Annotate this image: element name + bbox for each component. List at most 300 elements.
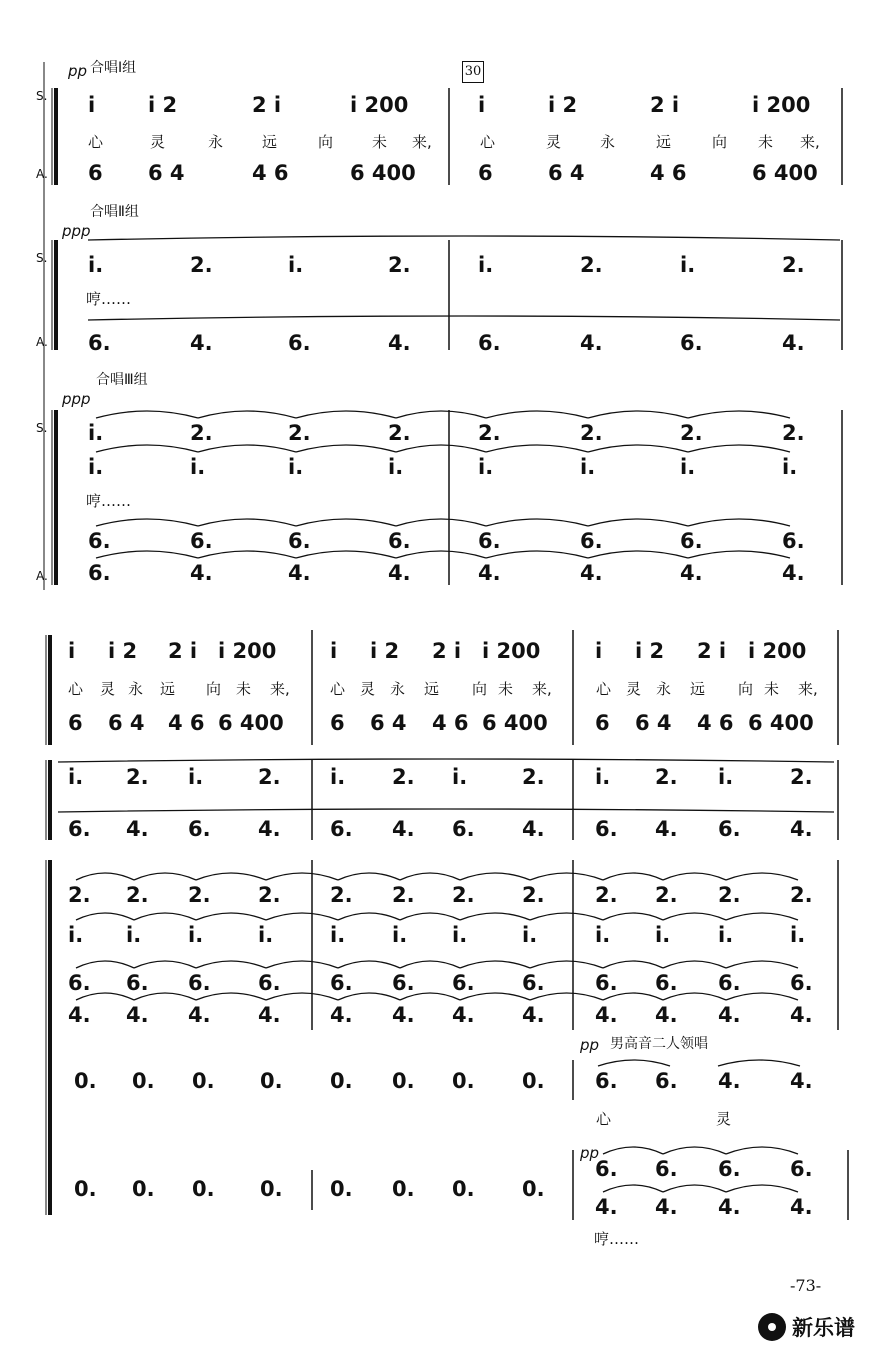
sys2-group3-soprano-upper-note: 2. xyxy=(790,883,813,907)
sys2-lyric: 向 xyxy=(206,680,222,698)
sys2-hum: 哼…… xyxy=(594,1230,640,1248)
sys1-group1-alto-note: 6 400 xyxy=(350,161,416,185)
sys2-group3-alto-lower-note: 4. xyxy=(718,1003,741,1027)
sys1-group2-soprano-note: i. xyxy=(88,253,104,277)
sys2-soprano-note: i 2 xyxy=(370,639,400,663)
sys2-acc-lower-tie xyxy=(726,1185,798,1192)
sys2-lyric: 向 xyxy=(472,680,488,698)
lead-tie xyxy=(718,1060,800,1066)
sys1-hum: 哼…… xyxy=(86,290,132,308)
sys2-group3-soprano-upper-tie xyxy=(460,873,530,880)
sys2-lyric: 远 xyxy=(690,680,706,698)
sys2-group3-soprano-upper-note: 2. xyxy=(718,883,741,907)
sys1-group3-soprano-lower-tie xyxy=(296,445,396,452)
sys2-group2-alto-note: 4. xyxy=(392,817,415,841)
sys2-soprano-note: i xyxy=(68,639,76,663)
sys2-lyric: 远 xyxy=(160,680,176,698)
sys2-group3-soprano-upper-tie xyxy=(530,873,603,880)
sys1-lyric: 来, xyxy=(412,133,432,151)
sys2-lead-note: 6. xyxy=(595,1069,618,1093)
sys2-group3-soprano-lower-tie xyxy=(603,913,663,920)
sys2-group2-soprano-note: i. xyxy=(595,765,611,789)
sys2-group2-soprano-note: i. xyxy=(452,765,468,789)
sys2-group3-soprano-lower-note: i. xyxy=(392,923,408,947)
sys2-lyric: 永 xyxy=(656,680,672,698)
sys2-group3-soprano-lower-note: i. xyxy=(522,923,538,947)
sys2-alto-note: 6 400 xyxy=(748,711,814,735)
sys2-group3-soprano-lower-note: i. xyxy=(718,923,734,947)
sys1-group1-soprano-note: i xyxy=(88,93,96,117)
sys1-group2-soprano-note: i. xyxy=(288,253,304,277)
sys2-group3-alto-upper-note: 6. xyxy=(790,971,813,995)
sys2-group3-soprano-upper-tie xyxy=(76,873,134,880)
sys1-group3-alto-upper-tie xyxy=(688,519,790,526)
record-disc-icon xyxy=(758,1313,786,1341)
sys2-group3-soprano-lower-tie xyxy=(76,913,134,920)
lead-label: 男高音二人领唱 xyxy=(610,1036,708,1052)
sys1-group2-soprano-note: i. xyxy=(478,253,494,277)
sys1-group3-alto-upper-tie xyxy=(96,519,198,526)
sys1-group3-soprano-lower-tie xyxy=(198,445,296,452)
sys1-group2-soprano-note: 2. xyxy=(190,253,213,277)
sys1-group3-alto-upper-tie xyxy=(588,519,688,526)
sys2-group3-soprano-upper-note: 2. xyxy=(188,883,211,907)
soprano-label: S. xyxy=(36,89,48,103)
soprano-label: S. xyxy=(36,251,48,265)
sys2-lyric: 来, xyxy=(798,680,818,698)
sys2-lyric: 灵 xyxy=(100,680,116,698)
sys1-group3-soprano-upper-note: 2. xyxy=(388,421,411,445)
sys1-group1-soprano-note: i 2 xyxy=(148,93,178,117)
sys2-group3-alto-upper-tie xyxy=(663,961,726,968)
alto-label: A. xyxy=(36,569,48,583)
sys1-group1-alto-note: 6 xyxy=(478,161,493,185)
sys2-group3-soprano-upper-tie xyxy=(726,873,798,880)
sys2-group3-alto-lower-note: 4. xyxy=(258,1003,281,1027)
sys1-group3-soprano-lower-note: i. xyxy=(680,455,696,479)
sys2-group3-soprano-lower-tie xyxy=(266,913,338,920)
sys2-group3-soprano-lower-tie xyxy=(196,913,266,920)
sys2-group3-soprano-upper-note: 2. xyxy=(655,883,678,907)
sys2-lead-note: 0. xyxy=(452,1069,475,1093)
sys2-lyric: 远 xyxy=(424,680,440,698)
sys1-group3-alto-lower-tie xyxy=(198,551,296,558)
sys2-group3-soprano-upper-tie xyxy=(266,873,338,880)
sys2-group3-alto-upper-tie xyxy=(338,961,400,968)
sys1-group3-alto-lower-tie xyxy=(688,551,790,558)
sys2-group3-soprano-lower-note: i. xyxy=(452,923,468,947)
sys1-group3-alto-lower-note: 4. xyxy=(190,561,213,585)
sys2-group3-soprano-lower-note: i. xyxy=(595,923,611,947)
sys2-lead-note: 0. xyxy=(392,1069,415,1093)
sys2-soprano-note: i xyxy=(595,639,603,663)
sys2-group3-soprano-lower-tie xyxy=(663,913,726,920)
sys2-group2-alto-note: 6. xyxy=(68,817,91,841)
sys2-lyric: 永 xyxy=(390,680,406,698)
sys2-group3-soprano-upper-note: 2. xyxy=(522,883,545,907)
sys2-group3-soprano-lower-note: i. xyxy=(790,923,806,947)
sys1-group3-soprano-upper-tie xyxy=(396,411,486,418)
sys2-group3-alto-upper-note: 6. xyxy=(126,971,149,995)
sys1-group3-soprano-lower-note: i. xyxy=(88,455,104,479)
group1-label: 合唱Ⅰ组 xyxy=(90,60,137,76)
sys1-group3-soprano-upper-note: 2. xyxy=(478,421,501,445)
sys2-soprano-note: i xyxy=(330,639,338,663)
sys2-group3-alto-upper-note: 6. xyxy=(718,971,741,995)
sys2-soprano-note: 2 i xyxy=(697,639,727,663)
sys1-group3-soprano-lower-note: i. xyxy=(288,455,304,479)
group3-label: 合唱Ⅲ组 xyxy=(96,372,148,388)
sys1-group1-alto-note: 4 6 xyxy=(252,161,289,185)
sys1-group3-soprano-upper-note: 2. xyxy=(782,421,805,445)
sys1-lyric: 永 xyxy=(208,133,224,151)
alto-label: A. xyxy=(36,167,48,181)
dynamic-ppp: ppp xyxy=(62,222,91,240)
sys2-soprano-note: i 200 xyxy=(748,639,807,663)
sys2-group3-soprano-lower-tie xyxy=(460,913,530,920)
sys2-group3-soprano-upper-tie xyxy=(134,873,196,880)
sys2-group3-soprano-upper-note: 2. xyxy=(392,883,415,907)
sys2-group3-alto-upper-note: 6. xyxy=(188,971,211,995)
sys1-group2-soprano-note: 2. xyxy=(782,253,805,277)
sys2-group3-soprano-upper-tie xyxy=(603,873,663,880)
sys1-group3-alto-upper-tie xyxy=(486,519,588,526)
sys2-group3-soprano-lower-tie xyxy=(726,913,798,920)
sys1-group3-alto-upper-tie xyxy=(296,519,396,526)
sys1-group3-soprano-lower-note: i. xyxy=(478,455,494,479)
sys2-group3-alto-upper-tie xyxy=(603,961,663,968)
sys2-rest-note: 0. xyxy=(192,1177,215,1201)
sys1-group3-alto-lower-note: 4. xyxy=(478,561,501,585)
sys1-group3-soprano-upper-note: 2. xyxy=(190,421,213,445)
sys1-group3-alto-upper-tie xyxy=(198,519,296,526)
sys2-group3-soprano-lower-note: i. xyxy=(330,923,346,947)
sys1-group3-soprano-upper-note: 2. xyxy=(680,421,703,445)
sys2-group3-alto-upper-note: 6. xyxy=(522,971,545,995)
sys2-rest-note: 0. xyxy=(260,1177,283,1201)
sys2-alto-note: 6 4 xyxy=(370,711,407,735)
alto-label: A. xyxy=(36,335,48,349)
sys2-lead-note: 0. xyxy=(522,1069,545,1093)
sys1-group3-alto-lower-note: 4. xyxy=(580,561,603,585)
sys1-group2-alto-note: 6. xyxy=(478,331,501,355)
sys2-group2-alto-note: 6. xyxy=(330,817,353,841)
sys2-soprano-note: i 200 xyxy=(218,639,277,663)
sys1-group3-alto-upper-tie xyxy=(396,519,486,526)
sys1-lyric: 灵 xyxy=(150,133,166,151)
sys2-alto-note: 4 6 xyxy=(697,711,734,735)
sys2-group2-alto-note: 4. xyxy=(522,817,545,841)
sys1-group3-alto-lower-note: 4. xyxy=(680,561,703,585)
sys2-acc-upper-note: 6. xyxy=(790,1157,813,1181)
soprano-label: S. xyxy=(36,421,48,435)
sys1-group3-soprano-lower-note: i. xyxy=(782,455,798,479)
sys2-alto-note: 6 4 xyxy=(635,711,672,735)
sys1-group3-alto-upper-note: 6. xyxy=(88,529,111,553)
sys1-group3-alto-upper-note: 6. xyxy=(388,529,411,553)
sys2-lyric: 未 xyxy=(498,680,514,698)
sys2-lyric: 来, xyxy=(270,680,290,698)
sys2-group2-alto-note: 6. xyxy=(452,817,475,841)
sys1-group3-alto-upper-note: 6. xyxy=(478,529,501,553)
sys1-lyric: 心 xyxy=(88,133,104,151)
sys2-group3-alto-upper-tie xyxy=(726,961,798,968)
sys2-alto-note: 6 xyxy=(330,711,345,735)
sys2-group3-soprano-lower-note: i. xyxy=(188,923,204,947)
sys2-acc-upper-tie xyxy=(663,1147,726,1154)
sys1-group3-alto-upper-note: 6. xyxy=(680,529,703,553)
sys2-group3-alto-upper-tie xyxy=(400,961,460,968)
sys2-group3-soprano-lower-note: i. xyxy=(258,923,274,947)
sys2-lead-note: 0. xyxy=(74,1069,97,1093)
sys1-group3-soprano-upper-tie xyxy=(198,411,296,418)
logo-text: 新乐谱 xyxy=(792,1316,855,1340)
sys1-group3-alto-lower-note: 6. xyxy=(88,561,111,585)
sys1-group2-soprano-note: 2. xyxy=(580,253,603,277)
sys1-lyric: 永 xyxy=(600,133,616,151)
sys1-group1-alto-note: 6 xyxy=(88,161,103,185)
sys1-group1-soprano-note: 2 i xyxy=(252,93,282,117)
sys2-group3-soprano-lower-note: i. xyxy=(655,923,671,947)
sys1-hum: 哼…… xyxy=(86,492,132,510)
sys2-alto-note: 4 6 xyxy=(168,711,205,735)
sys1-group2-alto-note: 6. xyxy=(680,331,703,355)
sys2-group3-alto-lower-note: 4. xyxy=(522,1003,545,1027)
sys2-alto-note: 6 400 xyxy=(218,711,284,735)
sys2-group2-soprano-note: 2. xyxy=(655,765,678,789)
sys2-group2-alto-slur xyxy=(58,809,834,812)
sys2-acc-lower-tie xyxy=(663,1185,726,1192)
page-number: -73- xyxy=(790,1276,822,1295)
sys2-group3-alto-lower-note: 4. xyxy=(655,1003,678,1027)
sys2-group3-alto-upper-tie xyxy=(530,961,603,968)
sys2-group2-alto-note: 4. xyxy=(790,817,813,841)
sys1-group3-soprano-upper-tie xyxy=(486,411,588,418)
sys1-group3-alto-lower-tie xyxy=(588,551,688,558)
sys2-group2-alto-note: 6. xyxy=(188,817,211,841)
sys2-group2-soprano-note: 2. xyxy=(126,765,149,789)
sys2-group3-alto-upper-tie xyxy=(134,961,196,968)
sys2-alto-note: 6 4 xyxy=(108,711,145,735)
sys2-group3-alto-upper-tie xyxy=(76,961,134,968)
sys2-alto-note: 6 xyxy=(68,711,83,735)
sys2-group3-soprano-upper-note: 2. xyxy=(595,883,618,907)
sys1-group3-soprano-upper-note: 2. xyxy=(580,421,603,445)
sys2-lead-note: 0. xyxy=(192,1069,215,1093)
sys2-lead-note: 0. xyxy=(260,1069,283,1093)
dynamic-ppp: ppp xyxy=(62,390,91,408)
sys1-group2-alto-note: 4. xyxy=(190,331,213,355)
sys2-acc-upper-note: 6. xyxy=(718,1157,741,1181)
sys2-alto-note: 6 xyxy=(595,711,610,735)
sys1-group2-alto-note: 4. xyxy=(782,331,805,355)
sys2-alto-note: 4 6 xyxy=(432,711,469,735)
sys1-group1-soprano-note: i 200 xyxy=(350,93,409,117)
sys1-group3-alto-upper-note: 6. xyxy=(190,529,213,553)
sys2-group3-soprano-upper-tie xyxy=(196,873,266,880)
sys2-alto-note: 6 400 xyxy=(482,711,548,735)
dynamic-pp: pp xyxy=(68,62,88,80)
sys2-acc-lower-note: 4. xyxy=(595,1195,618,1219)
group2-label: 合唱Ⅱ组 xyxy=(90,204,139,220)
sys1-group3-soprano-upper-note: 2. xyxy=(288,421,311,445)
sys2-rest-note: 0. xyxy=(330,1177,353,1201)
sys1-group3-soprano-lower-note: i. xyxy=(580,455,596,479)
sys1-group2-alto-note: 4. xyxy=(388,331,411,355)
sys1-lyric: 向 xyxy=(318,133,334,151)
dynamic-pp: pp xyxy=(580,1036,600,1054)
sys2-group3-soprano-upper-tie xyxy=(400,873,460,880)
sys1-group3-alto-lower-note: 4. xyxy=(288,561,311,585)
sys2-group2-soprano-note: 2. xyxy=(258,765,281,789)
sys2-group3-alto-upper-note: 6. xyxy=(655,971,678,995)
sys2-group2-soprano-note: 2. xyxy=(522,765,545,789)
sys2-group3-soprano-upper-note: 2. xyxy=(258,883,281,907)
sys1-lyric: 未 xyxy=(372,133,388,151)
sys2-group2-soprano-note: i. xyxy=(330,765,346,789)
sys2-group3-alto-upper-note: 6. xyxy=(392,971,415,995)
sys2-rest-note: 0. xyxy=(522,1177,545,1201)
sys2-group3-alto-upper-note: 6. xyxy=(68,971,91,995)
rehearsal-mark: 30 xyxy=(462,61,484,83)
sys1-group3-soprano-upper-tie xyxy=(96,411,198,418)
sys2-lyric: 未 xyxy=(764,680,780,698)
sys1-group2-soprano-note: i. xyxy=(680,253,696,277)
sys2-group3-alto-upper-note: 6. xyxy=(258,971,281,995)
sys2-acc-lower-note: 4. xyxy=(655,1195,678,1219)
sys2-lyric: 心 xyxy=(68,680,84,698)
sys2-group3-alto-lower-note: 4. xyxy=(68,1003,91,1027)
sys2-group2-soprano-note: 2. xyxy=(790,765,813,789)
sys2-group3-soprano-upper-note: 2. xyxy=(330,883,353,907)
dynamic-pp: pp xyxy=(580,1144,600,1162)
sys1-group1-soprano-note: i 200 xyxy=(752,93,811,117)
sys2-lyric: 灵 xyxy=(626,680,642,698)
sys2-lead-note: 0. xyxy=(132,1069,155,1093)
site-logo xyxy=(758,1310,883,1344)
sys2-group2-alto-note: 6. xyxy=(595,817,618,841)
sys2-soprano-note: 2 i xyxy=(432,639,462,663)
sys1-group1-alto-note: 4 6 xyxy=(650,161,687,185)
sys2-group3-soprano-lower-tie xyxy=(134,913,196,920)
sys2-group3-alto-lower-note: 4. xyxy=(790,1003,813,1027)
sys2-soprano-note: 2 i xyxy=(168,639,198,663)
sys1-group1-soprano-note: i xyxy=(478,93,486,117)
sys1-lyric: 未 xyxy=(758,133,774,151)
sys2-lead-note: 4. xyxy=(790,1069,813,1093)
sys2-group3-alto-upper-note: 6. xyxy=(595,971,618,995)
sys1-group1-soprano-note: 2 i xyxy=(650,93,680,117)
sys2-group2-alto-note: 4. xyxy=(126,817,149,841)
sys2-group2-alto-note: 4. xyxy=(258,817,281,841)
sys1-group3-alto-lower-tie xyxy=(486,551,588,558)
sys2-lead-note: 6. xyxy=(655,1069,678,1093)
sys1-lyric: 心 xyxy=(480,133,496,151)
sys2-lyric: 未 xyxy=(236,680,252,698)
sys2-group3-alto-upper-tie xyxy=(460,961,530,968)
sys2-lyric: 灵 xyxy=(360,680,376,698)
sys2-group3-soprano-lower-tie xyxy=(338,913,400,920)
sys1-group3-alto-upper-note: 6. xyxy=(288,529,311,553)
lead-lyric: 灵 xyxy=(716,1110,732,1128)
sys2-group3-alto-lower-note: 4. xyxy=(595,1003,618,1027)
sys2-group3-soprano-lower-tie xyxy=(400,913,460,920)
sys2-group2-alto-note: 4. xyxy=(655,817,678,841)
sys2-lyric: 心 xyxy=(330,680,346,698)
sys1-group3-alto-lower-note: 4. xyxy=(782,561,805,585)
sys2-group3-alto-lower-note: 4. xyxy=(330,1003,353,1027)
sys1-group1-alto-note: 6 400 xyxy=(752,161,818,185)
sys2-group2-alto-note: 6. xyxy=(718,817,741,841)
sys1-group1-alto-note: 6 4 xyxy=(548,161,585,185)
lead-tie xyxy=(598,1060,670,1066)
sys2-group2-soprano-note: i. xyxy=(188,765,204,789)
sys1-group3-soprano-upper-note: i. xyxy=(88,421,104,445)
sys2-group3-soprano-upper-note: 2. xyxy=(126,883,149,907)
sys2-acc-upper-note: 6. xyxy=(655,1157,678,1181)
sys2-group3-alto-upper-tie xyxy=(266,961,338,968)
sys1-group2-alto-slur xyxy=(88,316,840,320)
sys1-group3-alto-lower-tie xyxy=(296,551,396,558)
sys2-group3-soprano-lower-note: i. xyxy=(126,923,142,947)
sys2-lyric: 永 xyxy=(128,680,144,698)
sys1-group3-soprano-lower-tie xyxy=(486,445,588,452)
sys2-lead-note: 4. xyxy=(718,1069,741,1093)
sys2-rest-note: 0. xyxy=(74,1177,97,1201)
sys2-acc-upper-note: 6. xyxy=(595,1157,618,1181)
sys2-group3-soprano-upper-tie xyxy=(663,873,726,880)
sys1-group3-soprano-lower-note: i. xyxy=(190,455,206,479)
sys2-acc-upper-tie xyxy=(603,1147,663,1154)
sys1-lyric: 向 xyxy=(712,133,728,151)
sys2-group2-soprano-note: 2. xyxy=(392,765,415,789)
sys2-group3-soprano-upper-note: 2. xyxy=(452,883,475,907)
sys1-lyric: 灵 xyxy=(546,133,562,151)
sys1-lyric: 远 xyxy=(262,133,278,151)
sys2-lyric: 来, xyxy=(532,680,552,698)
sys1-group2-alto-note: 6. xyxy=(88,331,111,355)
sys2-group2-soprano-note: i. xyxy=(718,765,734,789)
sys2-group3-alto-upper-note: 6. xyxy=(330,971,353,995)
sys1-group3-alto-upper-note: 6. xyxy=(782,529,805,553)
sys2-lead-note: 0. xyxy=(330,1069,353,1093)
sys1-group3-soprano-upper-tie xyxy=(296,411,396,418)
sys2-rest-note: 0. xyxy=(132,1177,155,1201)
sys1-group2-alto-note: 6. xyxy=(288,331,311,355)
sys2-acc-upper-tie xyxy=(726,1147,798,1154)
sys2-group2-slur xyxy=(58,759,834,762)
sys1-group3-soprano-upper-tie xyxy=(588,411,688,418)
sys2-group3-alto-lower-note: 4. xyxy=(188,1003,211,1027)
sys2-lyric: 向 xyxy=(738,680,754,698)
sys2-lyric: 心 xyxy=(596,680,612,698)
sys2-soprano-note: i 200 xyxy=(482,639,541,663)
sys1-group3-alto-lower-note: 4. xyxy=(388,561,411,585)
sys1-group3-soprano-lower-tie xyxy=(396,445,486,452)
sys2-group3-soprano-lower-tie xyxy=(530,913,603,920)
sys2-group3-soprano-lower-note: i. xyxy=(68,923,84,947)
sys1-group3-soprano-lower-tie xyxy=(96,445,198,452)
sys2-group3-alto-lower-note: 4. xyxy=(392,1003,415,1027)
sys2-group3-alto-upper-note: 6. xyxy=(452,971,475,995)
sys2-rest-note: 0. xyxy=(392,1177,415,1201)
sys2-soprano-note: i 2 xyxy=(635,639,665,663)
lead-lyric: 心 xyxy=(596,1110,612,1128)
sys2-acc-lower-tie xyxy=(603,1185,663,1192)
sys1-group1-soprano-note: i 2 xyxy=(548,93,578,117)
sys1-group2-slur xyxy=(88,236,840,240)
sys1-group3-soprano-upper-tie xyxy=(688,411,790,418)
